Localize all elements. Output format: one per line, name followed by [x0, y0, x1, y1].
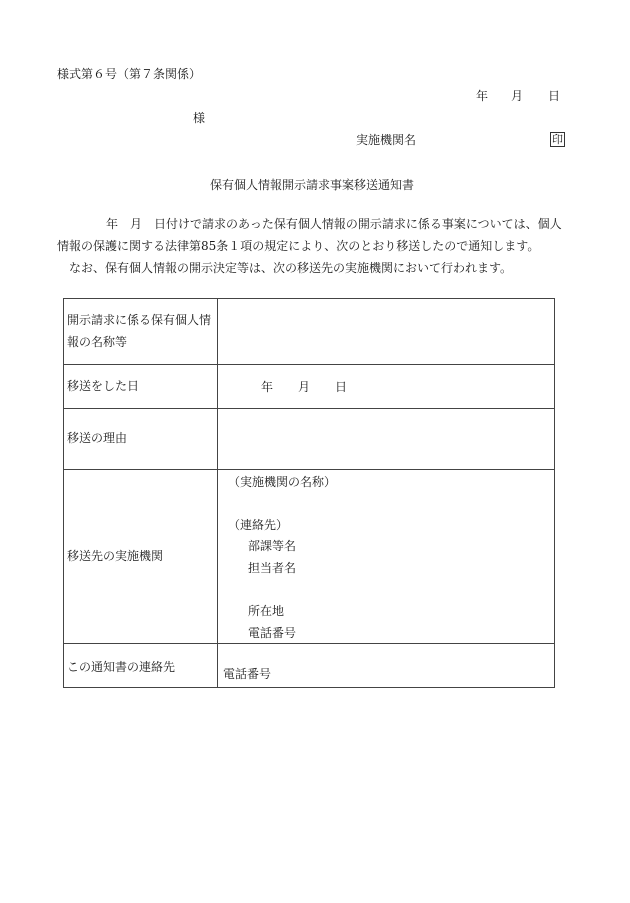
value-notice-contact[interactable] [218, 644, 555, 688]
transfer-year: 年 [261, 380, 274, 394]
body-paragraph-1-line-2: 情報の保護に関する法律第85条１項の規定により、次のとおり移送したので通知します。 [57, 239, 540, 253]
date-year: 年 [476, 89, 489, 103]
agency-label: 実施機関名 [356, 133, 417, 147]
label-transfer-reason: 移送の理由 [64, 409, 218, 470]
label-destination-agency: 移送先の実施機関 [64, 470, 218, 644]
body-paragraph-1-line-1: 年 月 日付けで請求のあった保有個人情報の開示請求に係る事案については、個人 [106, 217, 562, 231]
transfer-month: 月 [298, 380, 311, 394]
date-month: 月 [511, 89, 524, 103]
transfer-details-table [63, 298, 555, 688]
notice-contact-phone-label: 電話番号 [223, 667, 272, 681]
body-paragraph-2: なお、保有個人情報の開示決定等は、次の移送先の実施機関において行われます。 [69, 261, 513, 275]
destination-address-label: 所在地 [248, 604, 285, 618]
destination-agency-name-label: （実施機関の名称） [228, 475, 337, 489]
value-transfer-date[interactable] [218, 365, 555, 409]
document-title: 保有個人情報開示請求事案移送通知書 [210, 178, 415, 192]
destination-person-label: 担当者名 [248, 561, 297, 575]
addressee-suffix: 様 [193, 111, 206, 125]
value-transfer-reason[interactable] [218, 409, 555, 470]
label-notice-contact: この通知書の連絡先 [64, 644, 218, 688]
seal-mark: 印 [552, 133, 563, 146]
table-row [64, 470, 555, 644]
label-requested-info-name: 開示請求に係る保有個人情報の名称等 [64, 299, 218, 365]
destination-phone-label: 電話番号 [248, 626, 297, 640]
date-day: 日 [548, 89, 561, 103]
value-destination-agency[interactable] [218, 470, 555, 644]
destination-dept-label: 部課等名 [248, 539, 297, 553]
table-row [64, 365, 555, 409]
table-row [64, 644, 555, 688]
form-number: 様式第６号（第７条関係） [57, 67, 202, 81]
label-transfer-date: 移送をした日 [64, 365, 218, 409]
transfer-day: 日 [335, 380, 348, 394]
destination-contact-label: （連絡先） [228, 518, 289, 532]
table-row [64, 409, 555, 470]
table-row [64, 299, 555, 365]
value-requested-info-name[interactable] [218, 299, 555, 365]
